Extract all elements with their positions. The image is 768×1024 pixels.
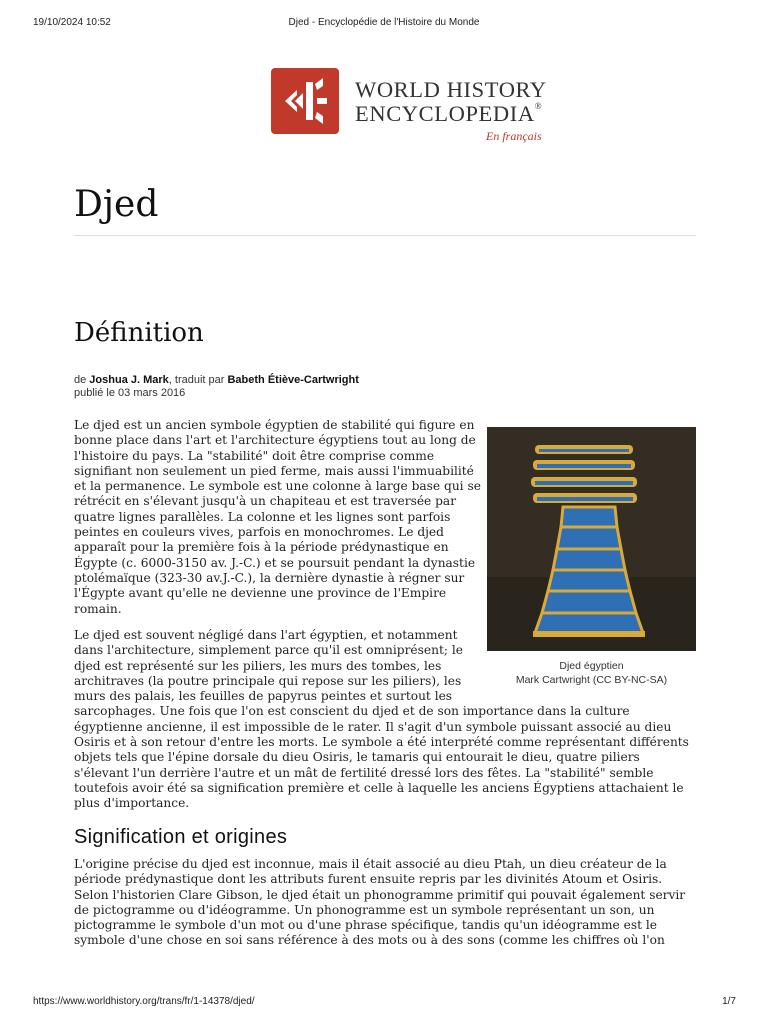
logo-mark-icon bbox=[271, 68, 339, 134]
page-title: Djed bbox=[74, 184, 159, 225]
figure-credit: Mark Cartwright (CC BY-NC-SA) bbox=[515, 674, 668, 686]
paragraph-intro: Le djed est un ancien symbole égyptien de stabilité qui figure en bonne place dans l'art et l'architecture égyptiens tout au long de l'histoire du pays. La "stabilité" doit être comprise comme signifiant non seulement un pied ferme, mais aussi l'immuabilité et la permanence. Le symbole est une colonne à large base qui se rétrécit en s'élevant jusqu'à un chapiteau et est traversée par quatre lignes parallèles. La colonne et les lignes sont parfois peintes en couleurs vives, parfois en monochromes. Le djed apparaît pour la première fois à la période prédynastique en Égypte (c. 6000-3150 av. J.-C.) et se poursuit pendant la dynastie ptolémaïque (323-30 av.J.-C.), la dernière dynastie à régner sur l'Égypte avant qu'elle ne devienne une province de l'Empire romain. bbox=[74, 418, 481, 616]
paragraph-origins: L'origine précise du djed est inconnue, mais il était associé au dieu Ptah, un dieu créateur de la période prédynastique dont les attributs furent ensuite repris par les divinités Atoum et Osiris. Selon l'historien Clare Gibson, le djed était un phonogramme primitif qui pouvait également servir de pictogramme ou d'idéogramme. Un phonogramme est un symbole représentant un son, un pictogramme le symbole d'un mot ou d'une phrase spécifique, tandis qu'un idéogramme est le symbole d'une chose en soi sans référence à des mots ou à des sons (comme les chiffres où l'on bbox=[74, 857, 686, 948]
paragraph-2: Le djed est souvent négligé dans l'art égyptien, et notamment dans l'architecture, simplement parce qu'il est omniprésent; le djed est représenté sur les piliers, les murs des tombes, les architraves (la poutre principale qui repose sur les piliers), les murs des palais, les feuilles de papyrus peintes et surtout les sarcophages. Une fois que l'on est conscient du djed et de son importance dans la culture égyptienne ancienne, il est impossible de le rater. Il s'agit d'un symbole puissant associé au dieu Osiris et à son retour d'entre les morts. Le symbole a été interprété comme représentant différents objets tels que l'épine dorsale du dieu Osiris, le tamaris qui entourait le dieu, quatre piliers s'élevant l'un derrière l'autre et un mât de fertilité dressé lors des fêtes. La "stabilité" semble toutefois avoir été sa signification première et celle à laquelle les anciens Égyptiens attachaient le plus d'importance. bbox=[74, 628, 689, 811]
figure-caption: Djed égyptien Mark Cartwright (CC BY-NC-SA) bbox=[487, 659, 696, 687]
translator-link[interactable]: Babeth Étiève-Cartwright bbox=[227, 374, 359, 386]
print-url[interactable]: https://www.worldhistory.org/trans/fr/1-14378/djed/ bbox=[33, 996, 255, 1007]
publish-date: publié le 03 mars 2016 bbox=[74, 387, 186, 399]
section-title: Définition bbox=[74, 318, 204, 348]
print-header bbox=[0, 17, 768, 31]
print-datetime: 19/10/2024 10:52 bbox=[33, 17, 111, 28]
print-page-number: 1/7 bbox=[722, 996, 736, 1007]
logo-text-line1: WORLD HISTORY bbox=[355, 77, 547, 102]
byline: de Joshua J. Mark, traduit par Babeth Étiève-Cartwright publié le 03 mars 2016 bbox=[74, 374, 359, 399]
logo-language: En français bbox=[486, 129, 542, 143]
title-divider bbox=[74, 235, 696, 236]
print-tab-title: Djed - Encyclopédie de l'Histoire du Monde bbox=[288, 17, 480, 28]
site-logo[interactable] bbox=[271, 68, 561, 143]
djed-image[interactable] bbox=[487, 427, 696, 651]
logo-text-line2: ENCYCLOPEDIA® bbox=[355, 101, 543, 126]
author-link[interactable]: Joshua J. Mark bbox=[89, 374, 169, 386]
subsection-title: Signification et origines bbox=[74, 826, 288, 848]
